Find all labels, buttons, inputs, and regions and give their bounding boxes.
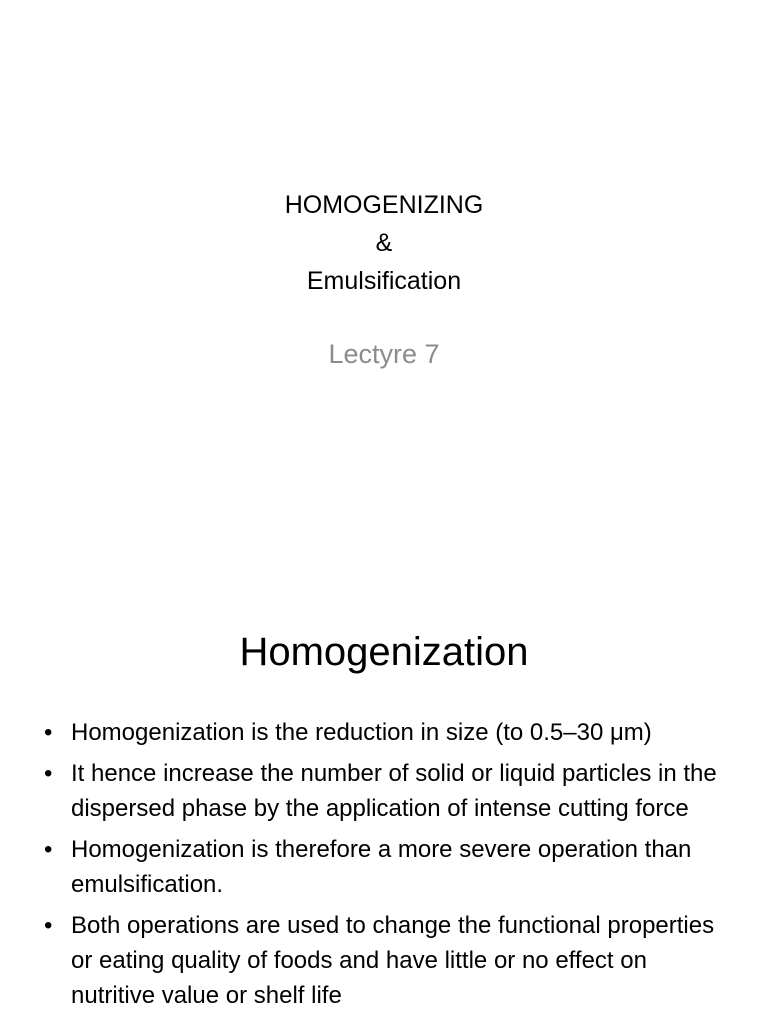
bullet-text: Homogenization is therefore a more severe operation than emulsification. <box>71 836 692 898</box>
bullet-text: It hence increase the number of solid or liquid particles in the dispersed phase by the application of intense cutting force <box>71 760 717 822</box>
bullet-item <box>44 908 734 1013</box>
slide-subtitle: Lectyre 7 <box>328 339 440 369</box>
bullet-text: Homogenization is the reduction in size (to 0.5–30 μm) <box>71 719 652 746</box>
title-line: Emulsification <box>306 267 462 295</box>
bullet-marker: • <box>44 760 53 787</box>
bullet-list <box>44 715 734 1019</box>
slide-heading: Homogenization <box>239 630 529 674</box>
bullet-marker: • <box>44 912 53 939</box>
bullet-item <box>44 756 734 826</box>
bullet-text: Both operations are used to change the functional properties or eating quality of foods and have little or no effect on nutritive value or shelf life <box>71 912 715 1009</box>
bullet-item <box>44 715 734 750</box>
bullet-item <box>44 832 734 902</box>
bullet-marker: • <box>44 719 53 746</box>
title-line: HOMOGENIZING <box>284 191 484 219</box>
content-slide <box>0 576 768 1024</box>
slide-title <box>0 186 768 300</box>
title-line: & <box>375 229 393 257</box>
bullet-marker: • <box>44 836 53 863</box>
